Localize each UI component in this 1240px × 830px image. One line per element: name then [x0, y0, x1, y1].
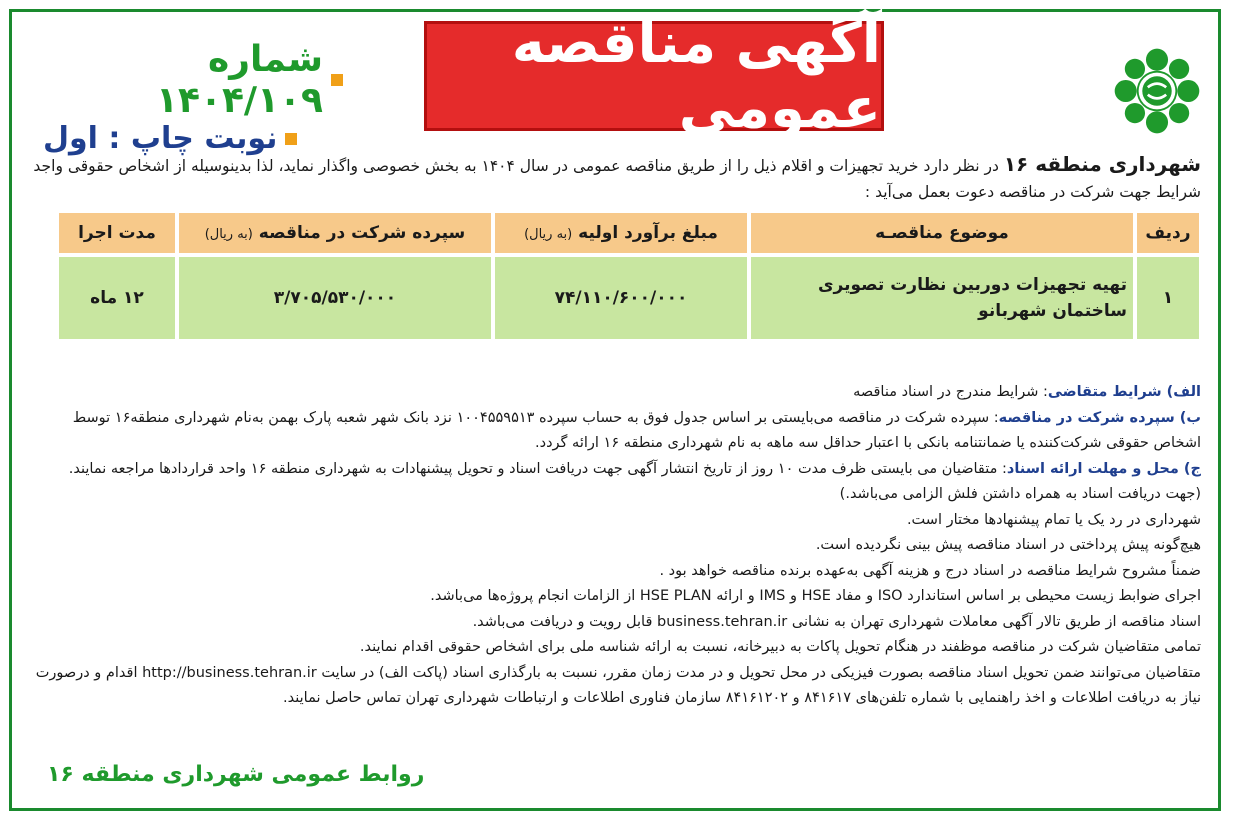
col-subject: موضوع مناقصـه [751, 213, 1133, 253]
bullet-square-icon [285, 133, 297, 145]
body-line-1: شهرداری در رد یک یا تمام پیشنهادها مختار است. [906, 511, 1201, 528]
table-row [59, 257, 1199, 339]
table-header-row [59, 213, 1199, 253]
cell-deposit: ۳/۷۰۵/۵۳۰/۰۰۰ [179, 257, 491, 339]
body-line-4: اجرای ضوابط زیست محیطی بر اساس استاندارد ISO و مفاد HSE و IMS و ارائه HSE PLAN از الزامات انجام پروژه‌ها می‌باشد. [430, 588, 1201, 604]
col-deposit-unit: (به ریال) [204, 227, 253, 242]
intro-text: در نظر دارد خرید تجهیزات و اقلام ذیل را از طریق مناقصه عمومی در سال ۱۴۰۴ به بخش خصوصی واگذار نماید، لذا بدینوسیله از اشخاص حقوقی واجد شرایط جهت شرکت در مناقصه دعوت بعمل می‌آید : [33, 157, 1201, 201]
ad-title: آگهی مناقصه عمومی [511, 11, 881, 141]
tender-table [55, 209, 1203, 343]
condition-a [29, 380, 1201, 406]
col-estimate [495, 213, 747, 253]
condition-c-text: : متقاضیان می بایستی ظرف مدت ۱۰ روز از تاریخ انتشار آگهی جهت دریافت اسناد و تحویل پیشنهادات به شهرداری منطقه ۱۶ واحد قراردادها مراجعه نمایند. (جهت دریافت اسناد به همراه داشتن فلش الزامی می‌باشد.) [68, 460, 1201, 502]
ad-number-block [43, 39, 343, 156]
condition-a-label: الف) شرایط متقاضی [1047, 384, 1201, 400]
col-deposit-label: سپرده شرکت در مناقصه [258, 223, 466, 243]
footer-signature: روابط عمومی شهرداری منطقه ۱۶ [47, 762, 425, 787]
condition-c-label: ج) محل و مهلت ارائه اسناد [1006, 460, 1201, 477]
cell-duration: ۱۲ ماه [59, 257, 175, 339]
ad-frame [9, 9, 1221, 811]
ad-number: شماره ۱۴۰۴/۱۰۹ [156, 39, 323, 121]
print-turn: نوبت چاپ : اول [43, 121, 278, 156]
condition-b-text: : سپرده شرکت در مناقصه می‌بایستی بر اساس جدول فوق به حساب سپرده ۱۰۰۴۵۵۹۵۱۳ نزد بانک شهر شعبه پارک بهمن به‌نام شهرداری منطقه۱۶ توسط اشخاص حقوقی شرکت‌کننده یا ضمانتنامه بانکی با اعتبار حداقل سه ماهه به نام شهرداری منطقه ۱۶ ارائه گردد. [72, 409, 1201, 451]
municipality-logo [1111, 45, 1203, 137]
cell-subject [751, 257, 1133, 339]
body-line-2: هیچ‌گونه پیش پرداختی در اسناد مناقصه پیش بینی نگردیده است. [815, 537, 1201, 553]
intro-org: شهرداری منطقه ۱۶ [1003, 152, 1201, 176]
title-banner [424, 11, 884, 141]
body-line-7: متقاضیان می‌توانند ضمن تحویل اسناد مناقصه بصورت فیزیکی در محل تحویل و در مدت زمان مقرر، نسبت به بارگذاری اسناد (پاکت الف) در سایت http://business.tehran.ir اقدام و درصورت نیاز به دریافت اطلاعات و اخذ راهنمایی با شماره تلفن‌های ۸۴۱۶۱۷ و ۸۴۱۶۱۲۰۲ سازمان فناوری اطلاعات و ارتباطات شهرداری تهران تماس حاصل نمایند. [35, 664, 1201, 706]
condition-b [29, 406, 1201, 457]
cell-row: ۱ [1137, 257, 1199, 339]
cell-estimate: ۷۴/۱۱۰/۶۰۰/۰۰۰ [495, 257, 747, 339]
ad-content [19, 11, 1211, 803]
col-estimate-unit: (به ریال) [524, 227, 573, 242]
cell-subject-line1: تهیه تجهیزات دوربین نظارت تصویری [817, 275, 1127, 295]
col-estimate-label: مبلغ برآورد اولیه [578, 223, 718, 243]
intro-paragraph [29, 151, 1201, 205]
conditions-body [29, 380, 1201, 712]
cell-subject-line2: ساختمان شهربانو [978, 301, 1127, 321]
bullet-square-icon [331, 74, 343, 86]
body-line-6: تمامی متقاضیان شرکت در مناقصه موظفند در هنگام تحویل پاکات به دبیرخانه، نسبت به ارائه شناسه ملی برای اشخاص حقوقی اقدام نمایند. [359, 639, 1201, 655]
body-line-3: ضمناً مشروح شرایط مناقصه در اسناد درج و هزینه آگهی به‌عهده برنده مناقصه خواهد بود . [659, 562, 1201, 579]
body-line-5: اسناد مناقصه از طریق تالار آگهی معاملات شهرداری تهران به نشانی business.tehran.ir قابل رویت و دریافت می‌باشد. [472, 613, 1201, 630]
ad-number-line [43, 39, 343, 121]
condition-c [29, 457, 1201, 508]
col-deposit [179, 213, 491, 253]
condition-b-label: ب) سپرده شرکت در مناقصه [998, 409, 1201, 426]
col-duration: مدت اجرا [59, 213, 175, 253]
condition-a-text: : شرایط مندرج در اسناد مناقصه [853, 384, 1048, 400]
col-row: ردیف [1137, 213, 1199, 253]
